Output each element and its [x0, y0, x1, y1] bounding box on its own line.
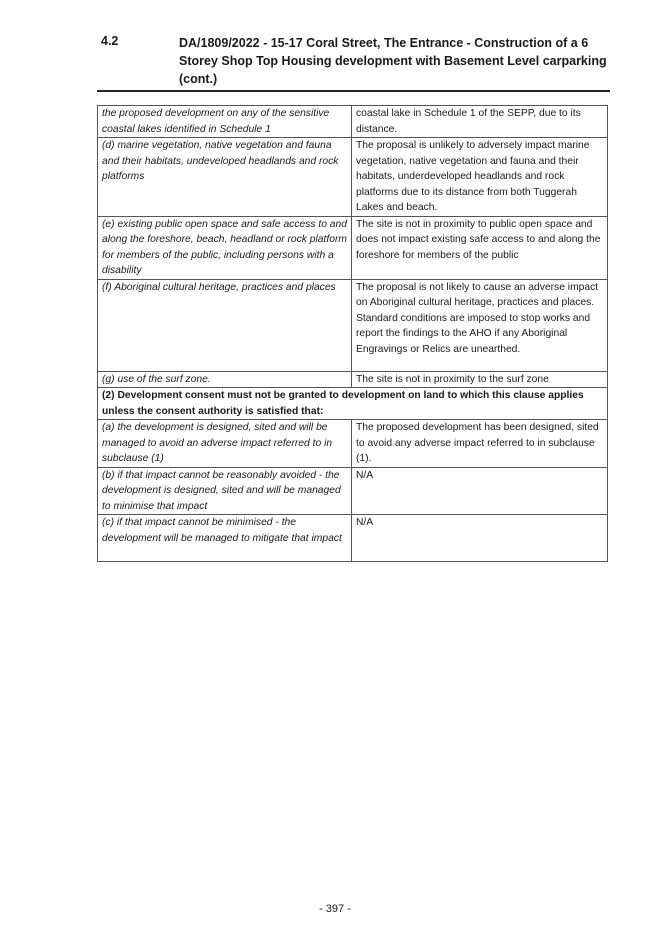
table-row [98, 515, 608, 562]
item-title: DA/1809/2022 - 15-17 Coral Street, The Entrance - Construction of a 6 Storey Shop Top Housing development with Basement Level carparking (cont.) [179, 36, 607, 86]
table-row [98, 138, 608, 217]
criterion-cell: (g) use of the surf zone. [98, 371, 352, 388]
item-number: 4.2 [101, 34, 119, 48]
table-row [98, 467, 608, 515]
table-row [98, 106, 608, 138]
header-rule [97, 90, 610, 92]
criterion-cell: (a) the development is designed, sited and will be managed to avoid an adverse impact referred to in subclause (1) [98, 420, 352, 468]
table-row [98, 216, 608, 279]
assessment-cell: N/A [352, 515, 608, 562]
criterion-cell: (e) existing public open space and safe access to and along the foreshore, beach, headland or rock platform for members of the public, including persons with a disability [98, 216, 352, 279]
assessment-cell: The site is not in proximity to public open space and does not impact existing safe access to and along the foreshore for members of the public [352, 216, 608, 279]
criterion-cell: (c) if that impact cannot be minimised - the development will be managed to mitigate that impact [98, 515, 352, 562]
criterion-cell: (d) marine vegetation, native vegetation and fauna and their habitats, undeveloped headlands and rock platforms [98, 138, 352, 217]
assessment-cell: The proposed development has been designed, sited to avoid any adverse impact referred to in subclause (1). [352, 420, 608, 468]
table-row [98, 420, 608, 468]
criterion-cell: (f) Aboriginal cultural heritage, practices and places [98, 279, 352, 371]
compliance-table [97, 105, 608, 562]
page-number: - 397 - [319, 903, 351, 915]
table-row [98, 388, 608, 420]
assessment-cell: The proposal is not likely to cause an adverse impact on Aboriginal cultural heritage, practices and places. Standard conditions are imposed to stop works and report the findings to the AHO if any Aboriginal Engravings or Relics are unearthed. [352, 279, 608, 371]
assessment-cell: The site is not in proximity to the surf zone [352, 371, 608, 388]
clause-heading-cell: (2) Development consent must not be granted to development on land to which this clause applies unless the consent authority is satisfied that: [98, 388, 608, 420]
assessment-cell: coastal lake in Schedule 1 of the SEPP, due to its distance. [352, 106, 608, 138]
table-row [98, 371, 608, 388]
assessment-cell: N/A [352, 467, 608, 515]
assessment-cell: The proposal is unlikely to adversely impact marine vegetation, native vegetation and fauna and their habitats, underdeveloped headlands and rock platforms due to its distance from both Tuggerah Lakes and beach. [352, 138, 608, 217]
criterion-cell: (b) if that impact cannot be reasonably avoided - the development is designed, sited and will be managed to minimise that impact [98, 467, 352, 515]
criterion-cell: the proposed development on any of the sensitive coastal lakes identified in Schedule 1 [98, 106, 352, 138]
table-row [98, 279, 608, 371]
